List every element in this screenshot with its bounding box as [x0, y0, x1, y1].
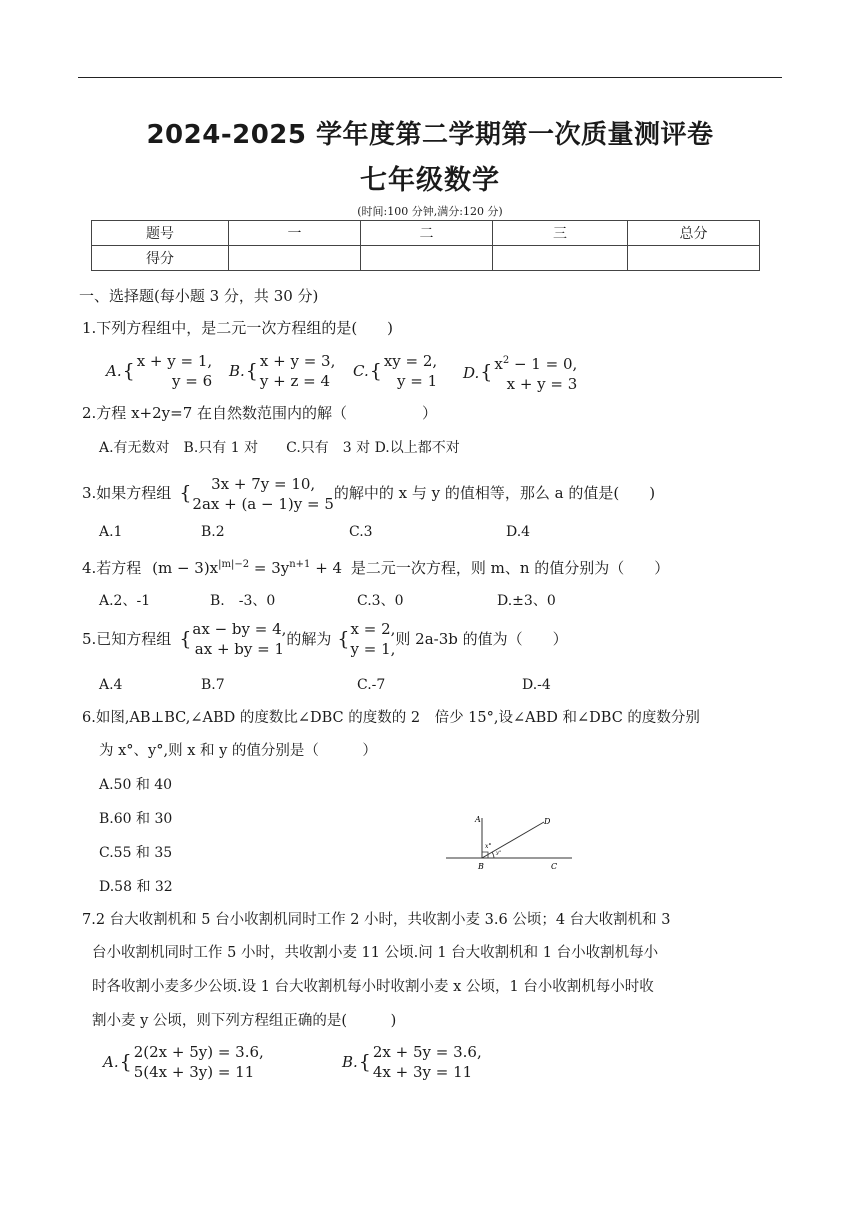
q3-option-c: C.3: [349, 524, 373, 540]
equation-stack: [137, 351, 212, 391]
equation-stack: [494, 351, 577, 394]
q2-stem: 2.方程 x+2y=7 在自然数范围内的解（ ）: [82, 404, 438, 422]
q2-options: A.有无数对 B.只有 1 对 C.只有 3 对 D.以上都不对: [99, 440, 460, 456]
q4-stem: [82, 555, 669, 578]
equation-stack: [192, 474, 333, 514]
q3-suffix: 的解中的 x 与 y 的值相等，那么 a 的值是( ): [333, 484, 656, 502]
exponent: |m|−2: [218, 559, 250, 570]
equation: 2(2x + 5y) = 3.6,: [133, 1043, 264, 1061]
equation-stack: [134, 1042, 264, 1082]
brace: {: [122, 359, 135, 382]
brace: {: [119, 1050, 132, 1073]
q7-stem-line4: 割小麦 y 公顷，则下列方程组正确的是( ): [92, 1013, 397, 1029]
brace: {: [337, 628, 350, 650]
exam-title: 2024-2025 学年度第二学期第一次质量测评卷: [146, 120, 714, 150]
q6-stem-line1: 6.如图,AB⊥BC,∠ABD 的度数比∠DBC 的度数的 2 倍少 15°,设∠ABD 和∠DBC 的度数分别: [82, 710, 700, 726]
q7-stem-line2: 台小收割机同时工作 5 小时，共收割小麦 11 公顷.问 1 台大收割机和 1 台小收割机每小: [92, 945, 659, 961]
option-label: A.: [103, 1053, 119, 1071]
eq-part: − 1 = 0,: [509, 355, 578, 373]
option-label: B.: [342, 1053, 358, 1071]
equation: [494, 351, 577, 374]
exponent: 2: [502, 355, 510, 366]
brace: {: [179, 482, 192, 504]
equation-stack: [373, 1042, 482, 1082]
equation: y + z = 4: [259, 372, 331, 390]
equation-stack: [351, 619, 396, 659]
eq-part: + 4: [310, 559, 343, 577]
equation: 2ax + (a − 1)y = 5: [192, 494, 334, 513]
q1-option-a: [106, 351, 212, 391]
header-cell: 三: [493, 221, 628, 246]
q1-option-b: [229, 351, 335, 391]
header-cell: 总分: [628, 221, 760, 246]
brace: {: [245, 359, 258, 382]
q6-option-c: C.55 和 35: [99, 845, 173, 861]
eq-part: (m − 3)x: [152, 559, 219, 577]
equation: xy = 2,: [383, 352, 438, 370]
q1-option-d: [463, 351, 577, 394]
equation: 5(4x + 3y) = 11: [133, 1063, 255, 1081]
angle-arc: [492, 852, 494, 858]
equation: x + y = 3: [506, 375, 578, 393]
label-c: C: [551, 862, 558, 871]
q3-option-d: D.4: [506, 524, 531, 540]
label-d: D: [544, 817, 551, 826]
score-header-row: [92, 221, 760, 246]
exam-info: (时间:100 分钟,满分:120 分): [357, 205, 503, 218]
header-cell: 一: [229, 221, 361, 246]
header-cell: 题号: [92, 221, 229, 246]
option-label: C.: [353, 362, 369, 380]
label-x: x°: [485, 843, 492, 850]
score-cell[interactable]: [361, 246, 493, 271]
equation: 3x + 7y = 10,: [211, 474, 316, 493]
option-label: B.: [229, 362, 245, 380]
q4-option-b: B. -3、0: [210, 593, 276, 609]
subject-title: 七年级数学: [360, 165, 500, 196]
q5-prefix: 5.已知方程组: [82, 630, 172, 648]
q4-prefix: 4.若方程: [82, 559, 142, 577]
equation: x + y = 1,: [136, 352, 213, 370]
q7-stem-line3: 时各收割小麦多少公顷.设 1 台大收割机每小时收割小麦 x 公顷，1 台小收割机每小时收: [92, 979, 654, 995]
q7-stem-line1: 7.2 台大收割机和 5 台小收割机同时工作 2 小时，共收割小麦 3.6 公顷；4 台大收割机和 3: [82, 912, 671, 928]
equation: ax + by = 1: [194, 640, 285, 658]
q5-suffix: 则 2a-3b 的值为（ ）: [395, 630, 568, 648]
q3-prefix: 3.如果方程组: [82, 484, 172, 502]
angle-figure: [446, 812, 576, 874]
brace: {: [179, 628, 192, 650]
q6-stem-line2: 为 x°、y°,则 x 和 y 的值分别是（ ）: [99, 743, 377, 759]
brace: {: [480, 361, 493, 383]
header-rule: [78, 77, 782, 78]
option-label: A.: [106, 362, 122, 380]
label-b: B: [478, 862, 484, 871]
q3-system: [179, 471, 334, 516]
q6-option-a: A.50 和 40: [99, 777, 173, 793]
q5-system: [179, 619, 286, 659]
q4-option-c: C.3、0: [357, 593, 404, 609]
q5-option-d: D.-4: [522, 677, 551, 693]
q6-option-b: B.60 和 30: [99, 811, 173, 827]
equation-stack: [260, 351, 335, 391]
label-y: y°: [496, 850, 502, 856]
equation-stack: [384, 351, 437, 391]
equation: y = 1,: [350, 640, 396, 658]
equation: y = 6: [172, 372, 213, 390]
equation: ax − by = 4,: [192, 620, 287, 638]
equation: x + y = 3,: [259, 352, 336, 370]
q7-option-b: [342, 1042, 482, 1082]
q5-option-a: A.4: [99, 677, 123, 693]
header-cell: 二: [361, 221, 493, 246]
q5-stem: [82, 619, 568, 659]
score-cell[interactable]: [628, 246, 760, 271]
q1-stem: 1.下列方程组中，是二元一次方程组的是( ): [82, 319, 394, 337]
eq-part: x: [494, 355, 503, 373]
q5-option-c: C.-7: [357, 677, 386, 693]
score-cell[interactable]: [229, 246, 361, 271]
score-row: [92, 246, 760, 271]
q7-option-a: [103, 1042, 264, 1082]
equation-stack: [192, 619, 286, 659]
q3-option-b: B.2: [201, 524, 225, 540]
section-title: 一、选择题(每小题 3 分，共 30 分): [79, 287, 319, 305]
equation: 4x + 3y = 11: [372, 1063, 473, 1081]
q5-solution: [337, 619, 395, 659]
q4-option-d: D.±3、0: [497, 593, 556, 609]
q3-stem: [82, 471, 655, 516]
score-table: [91, 220, 760, 271]
equation: y = 1: [397, 372, 438, 390]
row-label: 得分: [92, 246, 229, 271]
q4-option-a: A.2、-1: [99, 593, 151, 609]
line-bd: [482, 822, 544, 858]
q1-option-c: [353, 351, 437, 391]
equation: x = 2,: [350, 620, 396, 638]
score-cell[interactable]: [493, 246, 628, 271]
exponent: n+1: [289, 559, 311, 570]
q5-option-b: B.7: [201, 677, 225, 693]
option-label: D.: [463, 363, 480, 382]
q6-option-d: D.58 和 32: [99, 879, 173, 895]
q5-mid: 的解为: [286, 630, 332, 648]
q3-option-a: A.1: [99, 524, 123, 540]
q4-suffix: 是二元一次方程，则 m、n 的值分别为（ ）: [350, 559, 670, 577]
brace: {: [358, 1050, 371, 1073]
equation: 2x + 5y = 3.6,: [372, 1043, 482, 1061]
eq-part: = 3y: [249, 559, 290, 577]
q4-equation: [152, 559, 342, 577]
brace: {: [369, 359, 382, 382]
label-a: A: [475, 815, 481, 824]
